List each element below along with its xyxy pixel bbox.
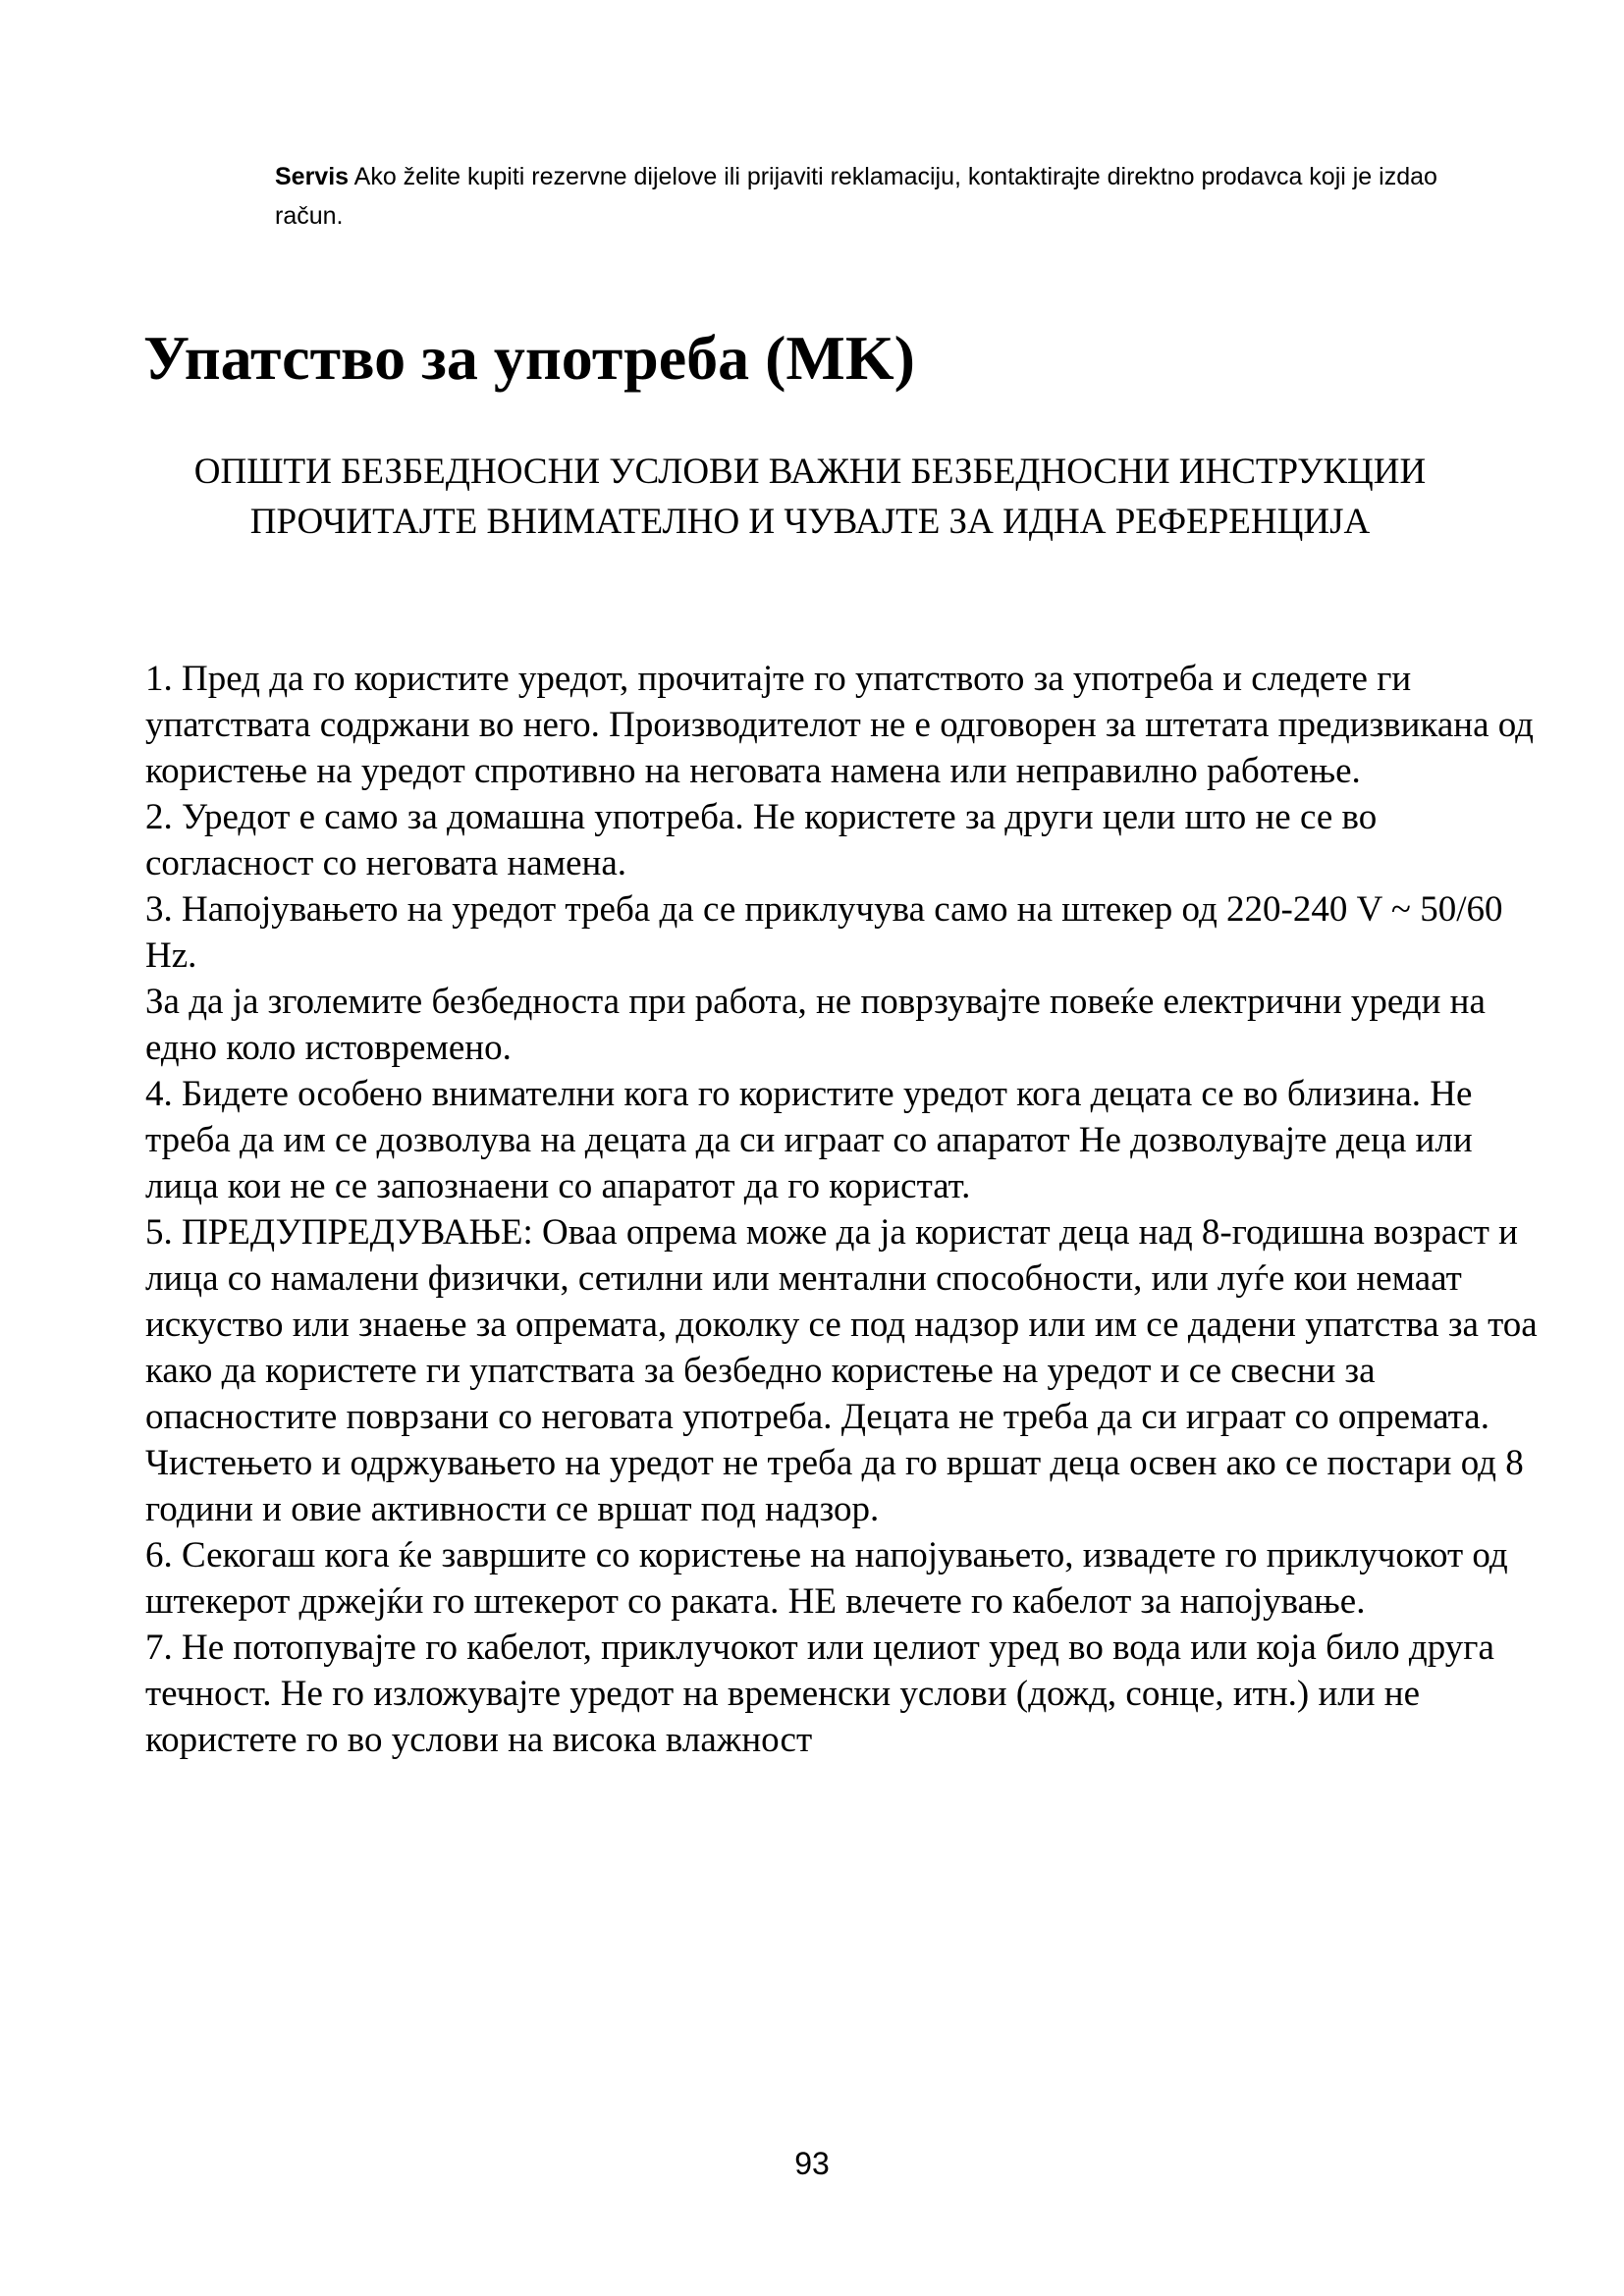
service-label: Servis — [275, 163, 350, 190]
page-number: 93 — [794, 2146, 830, 2181]
instruction-item-1: 1. Пред да го користите уредот, прочитајте го упатството за употреба и следете ги упатствата содржани во него. Производителот не е одговорен за штетата предизвикана од користење на уредот спротивно на неговата намена или неправилно работење. — [145, 659, 1535, 791]
instruction-item-7: 7. Не потопувајте го кабелот, приклучокот или целиот уред во вода или која било друга течност. Не го изложувајте уредот на временски услови (дожд, сонце, итн.) или не користете го во услови на висока влажност — [145, 1628, 1494, 1760]
instruction-item-3: 3. Напојувањето на уредот треба да се приклучува само на штекер од 220-240 V ~ 50/60 Hz. — [145, 889, 1503, 976]
instruction-item-5: 5. ПРЕДУПРЕДУВАЊЕ: Оваа опрема може да ја користат деца над 8-годишна возраст и лица со намалени физички, сетилни или ментални способности, или луѓе кои немаат искуство или знаење за опремата, доколку се под надзор или им се дадени упатства за тоа како да користете ги упатствата за безбедно користење на уредот и се свесни за опасностите поврзани со неговата употреба. Децата не треба да си играат со опремата. Чистењето и одржувањето на уредот не треба да го вршат деца освен ако се постари од 8 години и овие активности се вршат под надзор. — [145, 1212, 1538, 1529]
instruction-item-2: 2. Уредот е само за домашна употреба. Не користете за други цели што не се во согласност со неговата намена. — [145, 797, 1378, 883]
safety-heading: ОПШТИ БЕЗБЕДНОСНИ УСЛОВИ ВАЖНИ БЕЗБЕДНОСНИ ИНСТРУКЦИИ ПРОЧИТАЈТЕ ВНИМАТЕЛНО И ЧУВАЈТЕ ЗА ИДНА РЕФЕРЕНЦИЈА — [193, 452, 1427, 542]
service-note — [275, 157, 1492, 236]
instruction-item-6: 6. Секогаш кога ќе завршите со користење на напојувањето, извадете го приклучокот од штекерот држејќи го штекерот со раката. НЕ влечете го кабелот за напојување. — [145, 1535, 1508, 1622]
page-title: Упатство за употреба (MK) — [143, 323, 915, 393]
instruction-item-4: 4. Бидете особено внимателни кога го користите уредот кога децата се во близина. Не треба да им се дозволува на децата да си играат со апаратот Не дозволувајте деца или лица кои не се запознаени со апаратот да го користат. — [145, 1074, 1473, 1206]
instruction-note: За да ја зголемите безбедноста при работа, не поврзувајте повеќе електрични уреди на едно коло истовремено. — [145, 982, 1486, 1068]
safety-instructions — [145, 656, 1540, 1763]
service-text: Ako želite kupiti rezervne dijelove ili prijaviti reklamaciju, kontaktirajte direktno prodavca koji je izdao račun. — [275, 163, 1437, 230]
